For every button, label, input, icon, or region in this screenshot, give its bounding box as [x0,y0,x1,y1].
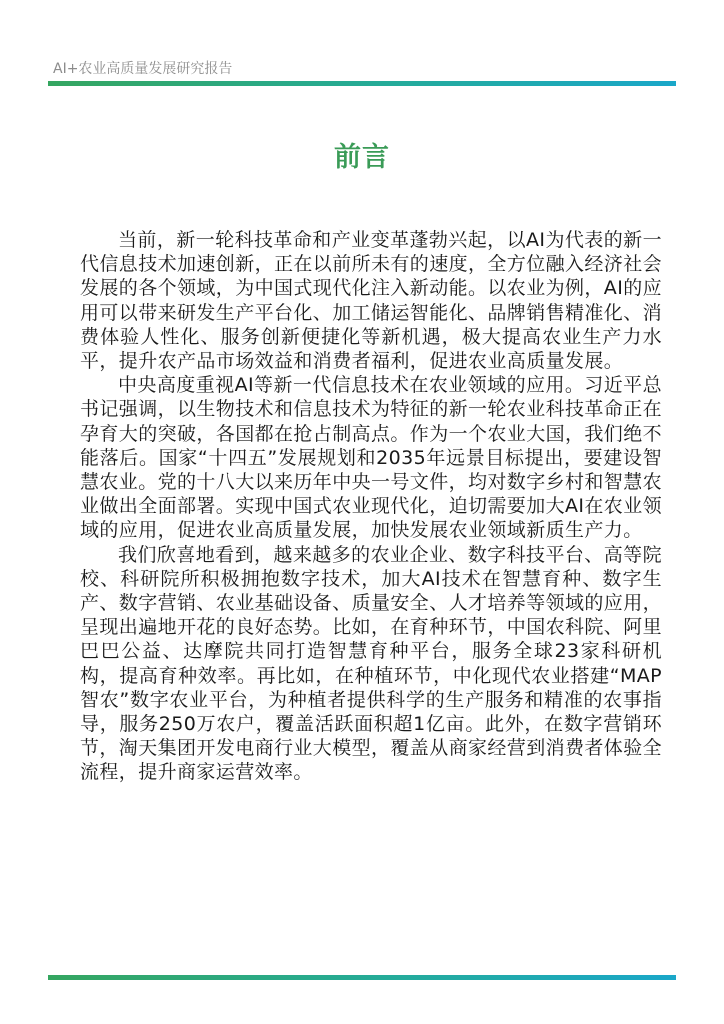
paragraph-3: 我们欣喜地看到，越来越多的农业企业、数字科技平台、高等院校、科研院所积极拥抱数字技术，加大AI技术在智慧育种、数字生产、数字营销、农业基础设备、质量安全、人才培养等领域的应用，呈现出遍地开花的良好态势。比如，在育种环节，中国农科院、阿里巴巴公益、达摩院共同打造智慧育种平台，服务全球23家科研机构，提高育种效率。再比如，在种植环节，中化现代农业搭建“MAP智农”数字农业平台，为种植者提供科学的生产服务和精准的农事指导，服务250万农户，覆盖活跃面积超1亿亩。此外，在数字营销环节，淘天集团开发电商行业大模型，覆盖从商家经营到消费者体验全流程，提升商家运营效率。 [80,543,663,784]
report-header-title: AI+农业高质量发展研究报告 [53,61,233,77]
paragraph-2: 中央高度重视AI等新一代信息技术在农业领域的应用。习近平总书记强调，以生物技术和信息技术为特征的新一轮农业科技革命正在孕育大的突破，各国都在抢占制高点。作为一个农业大国，我们绝不能落后。国家“十四五”发展规划和2035年远景目标提出，要建设智慧农业。党的十八大以来历年中央一号文件，均对数字乡村和智慧农业做出全面部署。实现中国式农业现代化，迫切需要加大AI在农业领域的应用，促进农业高质量发展，加快发展农业领域新质生产力。 [80,374,663,542]
preface-body [80,228,662,785]
paragraph-1: 当前，新一轮科技革命和产业变革蓬勃兴起，以AI为代表的新一代信息技术加速创新，正在以前所未有的速度，全方位融入经济社会发展的各个领域，为中国式现代化注入新动能。以农业为例，AI的应用可以带来研发生产平台化、加工储运智能化、品牌销售精准化、消费体验人性化、服务创新便捷化等新机遇，极大提高农业生产力水平，提升农产品市场效益和消费者福利，促进农业高质量发展。 [80,229,663,373]
page-title: 前言 [334,142,390,174]
header-divider [48,81,676,86]
footer-divider [48,975,676,980]
